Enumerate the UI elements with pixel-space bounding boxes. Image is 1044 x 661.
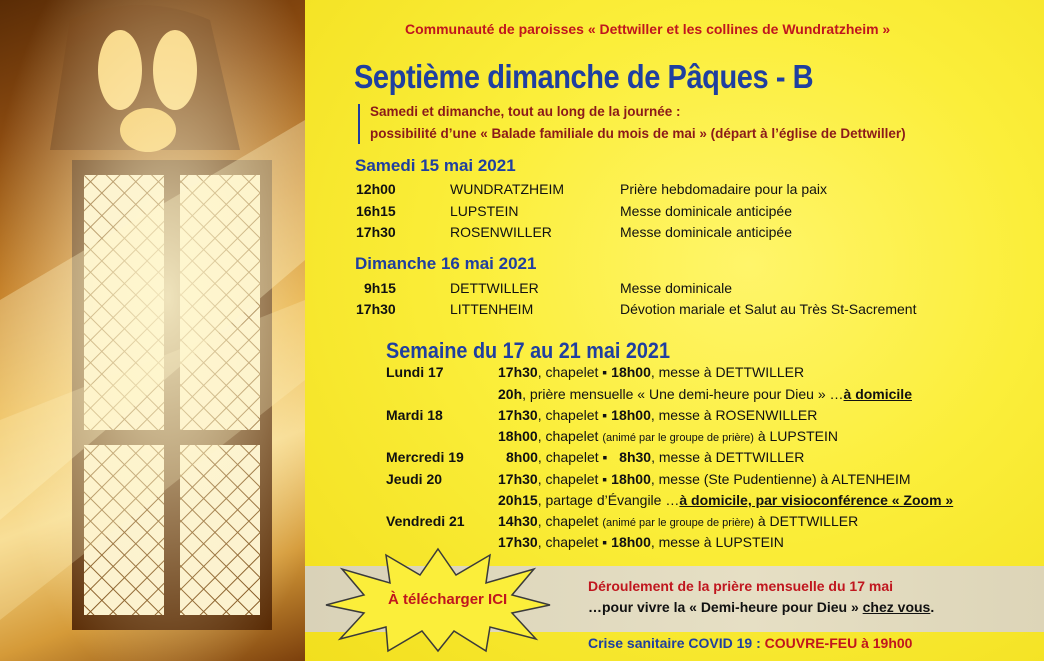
prayer-subtitle [588, 599, 934, 615]
place: LUPSTEIN [450, 203, 519, 219]
note-divider [358, 104, 360, 144]
home-link[interactable]: à domicile [843, 386, 912, 402]
place: WUNDRATZHEIM [450, 181, 565, 197]
time: 17h30 [498, 364, 538, 380]
text: , chapelet ▪ [537, 449, 620, 465]
text: , chapelet ▪ [537, 471, 612, 487]
place: LITTENHEIM [450, 301, 534, 317]
place: DETTWILLER [450, 280, 539, 296]
covid-notice [588, 635, 912, 651]
day-label: Mercredi 19 [386, 449, 464, 465]
text: . [930, 599, 935, 615]
time: 17h30 [356, 224, 396, 240]
text: , messe à ROSENWILLER [650, 407, 818, 423]
time: 18h00 [611, 471, 651, 487]
text: …pour vivre la « Demi-heure pour Dieu » [588, 599, 863, 615]
time: 17h30 [498, 471, 538, 487]
zoom-link[interactable]: à domicile, par visioconférence « Zoom » [679, 492, 954, 508]
community-header: Communauté de paroisses « Dettwiller et les collines de Wundratzheim » [405, 21, 891, 37]
text: , messe (Ste Pudentienne) à ALTENHEIM [650, 471, 911, 487]
saturday-heading: Samedi 15 mai 2021 [355, 156, 516, 175]
description: Messe dominicale anticipée [620, 224, 792, 240]
stained-glass-window-image [0, 0, 305, 661]
download-link[interactable]: À télécharger ICI [388, 591, 508, 608]
time: 17h30 [356, 301, 396, 317]
text: , chapelet [537, 513, 603, 529]
time: 18h00 [611, 364, 651, 380]
description: Messe dominicale [620, 280, 733, 296]
sunday-heading: Dimanche 16 mai 2021 [355, 254, 537, 273]
time: 14h30 [498, 513, 538, 529]
text: , partage d’Évangile … [537, 492, 680, 508]
time: 18h00 [611, 534, 651, 550]
text: , chapelet ▪ [537, 534, 612, 550]
day-label: Mardi 18 [386, 407, 443, 423]
text: , chapelet [537, 428, 603, 444]
home-link[interactable]: chez vous [862, 599, 931, 615]
time: 20h [498, 386, 523, 402]
small-note: (animé par le groupe de prière) [602, 432, 754, 444]
time: 8h30 [619, 449, 652, 465]
time: 8h00 [506, 449, 538, 465]
prayer-title: Déroulement de la prière mensuelle du 17 mai [588, 578, 893, 594]
description: Dévotion mariale et Salut au Très St-Sacrement [620, 301, 917, 317]
text: , chapelet ▪ [537, 407, 612, 423]
day-label: Vendredi 21 [386, 513, 465, 529]
place: ROSENWILLER [450, 224, 552, 240]
time: 9h15 [364, 280, 396, 296]
time: 17h30 [498, 534, 538, 550]
note-line-1: Samedi et dimanche, tout au long de la journée : [370, 104, 681, 119]
week-heading: Semaine du 17 au 21 mai 2021 [386, 338, 670, 363]
text: , prière mensuelle « Une demi-heure pour Dieu » … [522, 386, 844, 402]
time: 18h00 [498, 428, 538, 444]
covid-label: Crise sanitaire COVID 19 : [588, 635, 765, 651]
day-label: Lundi 17 [386, 364, 444, 380]
description: Messe dominicale anticipée [620, 203, 792, 219]
note-line-2: possibilité d’une « Balade familiale du mois de mai » (départ à l’église de Dettwiller) [370, 126, 906, 141]
day-label: Jeudi 20 [386, 471, 443, 487]
small-note: (animé par le groupe de prière) [602, 517, 754, 529]
text: à LUPSTEIN [753, 428, 838, 444]
time: 18h00 [611, 407, 651, 423]
page-title: Septième dimanche de Pâques - B [354, 58, 814, 95]
text: , messe à DETTWILLER [651, 449, 805, 465]
time: 17h30 [498, 407, 538, 423]
time: 12h00 [356, 181, 396, 197]
text: , messe à LUPSTEIN [650, 534, 784, 550]
text: , messe à DETTWILLER [650, 364, 805, 380]
covid-value: COUVRE-FEU à 19h00 [764, 635, 913, 651]
description: Prière hebdomadaire pour la paix [620, 181, 828, 197]
text: à DETTWILLER [753, 513, 859, 529]
text: , chapelet ▪ [537, 364, 612, 380]
time: 20h15 [498, 492, 538, 508]
time: 16h15 [356, 203, 396, 219]
